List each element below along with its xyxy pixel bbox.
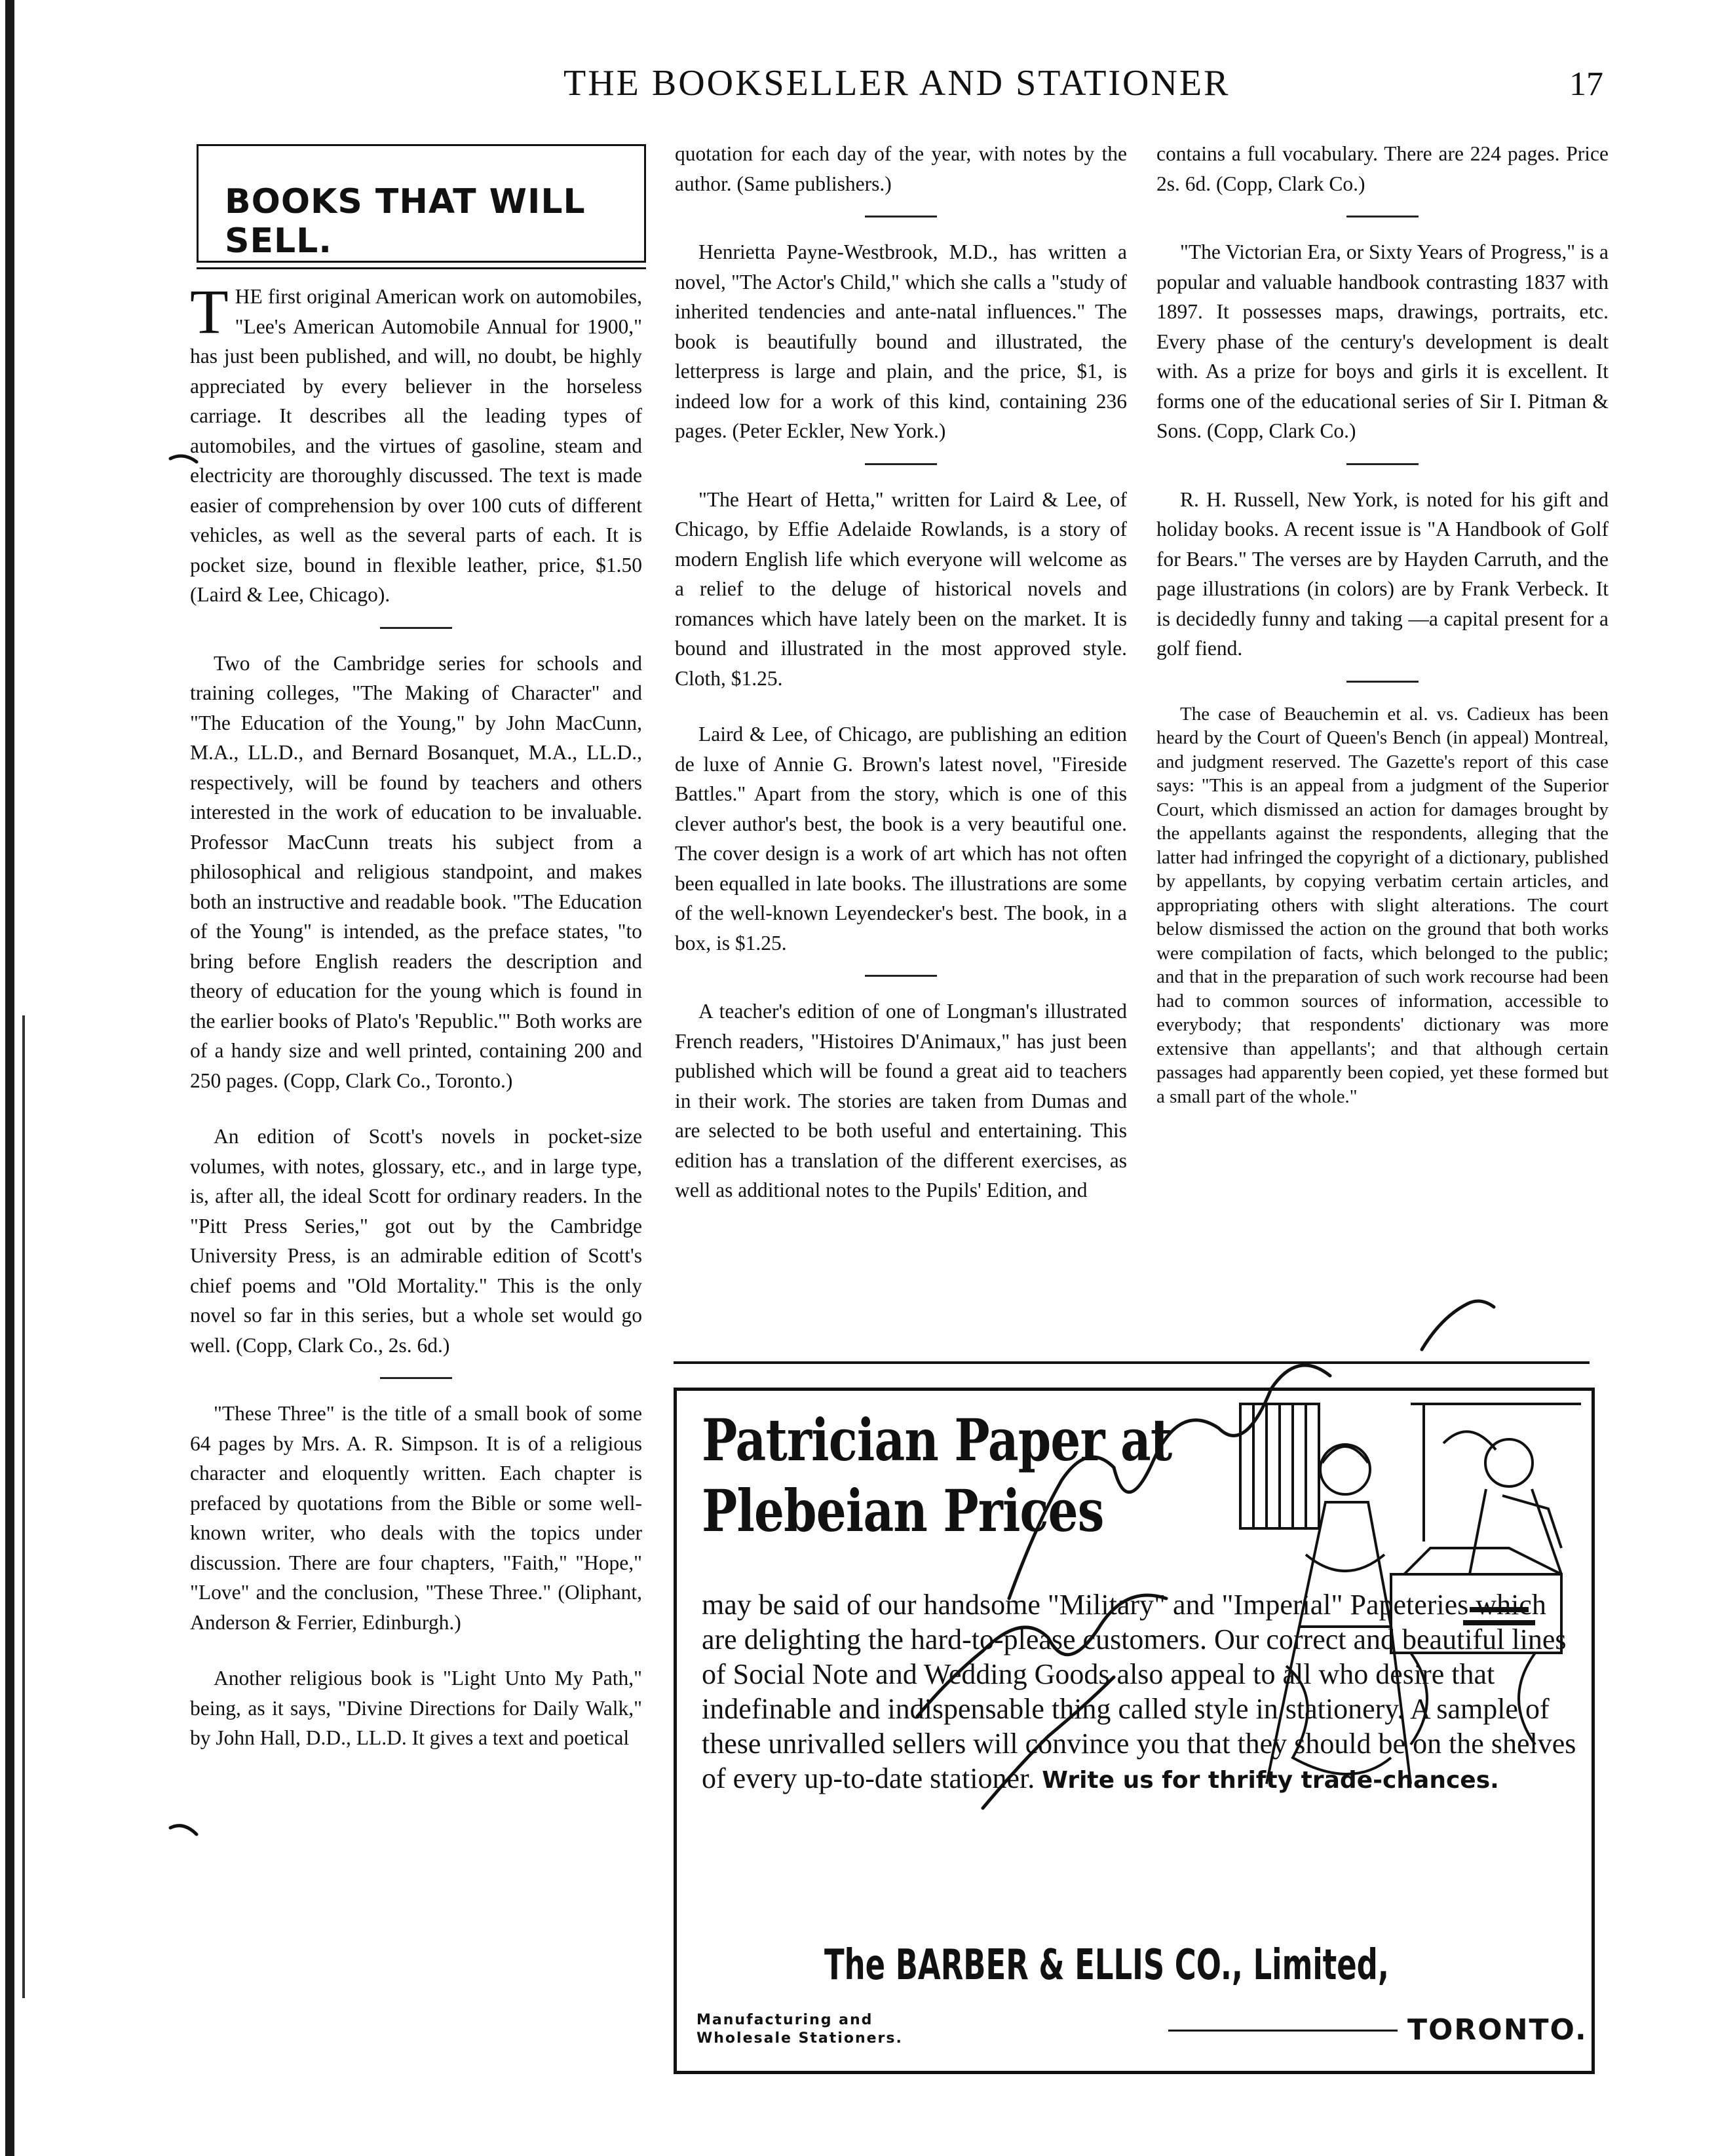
article-separator (865, 216, 937, 217)
ad-divider-rule (1168, 2030, 1398, 2032)
article-victorian-era: "The Victorian Era, or Sixty Years of Progress," is a popular and valuable handbook contrasting 1837 with 1897. It possesses maps, drawings, portraits, etc. Every phase of the century's development is dealt with. As a prize for boys and girls it is excellent. It forms one of the educational series of Sir I. Pitman & Sons. (Copp, Clark Co.) (1156, 240, 1609, 442)
ad-company-name: The BARBER & ELLIS CO., Limited, (824, 1941, 1389, 1990)
article-cambridge-series: Two of the Cambridge series for schools and training colleges, "The Making of Character" and "The Education of the Young," by John MacCunn, M.A., LL.D., and Bernard Bosanquet, M.A., LL.D., respectively, will be found by teachers and others interested in the work of education to be invaluable. Professor MacCunn treats his subject from a philosophical and religious standpoint, and makes both an instructive and readable book. "The Education of the Young" is intended, as the preface states, "to bring before English readers the description and theory of education for the young which is found in the earlier books of Plato's 'Republic.'" Both works are of a handy size and well printed, containing 200 and 250 pages. (Copp, Clark Co., Toronto.) (190, 651, 642, 1092)
ad-manufacturer-line (696, 2011, 903, 2048)
ad-headline-line-1: Patrician Paper at (702, 1406, 1172, 1474)
article-continued-vocabulary: contains a full vocabulary. There are 224 pages. Price 2s. 6d. (Copp, Clark Co.) (1156, 142, 1609, 195)
page-number: 17 (1569, 66, 1603, 103)
advertisement-top-rule (674, 1361, 1590, 1364)
scan-edge-line (22, 1015, 25, 1998)
advertisement-barber-ellis (674, 1388, 1595, 2074)
article-automobiles-text: HE first original American work on automobiles, "Lee's American Automobile Annual for 1900," has just been published, and will, no doubt, be highly appreciated by every believer in the horseless carriage. It describes all the leading types of automobiles, and the virtues of gasoline, steam and electricity are thoroughly discussed. The text is made easier of comprehension by over 100 cuts of different vehicles, as well as the several parts of each. It is pocket size, bound in flexible leather, price, $1.50 (Laird & Lee, Chicago). (190, 285, 642, 606)
article-scott-novels: An edition of Scott's novels in pocket-size volumes, with notes, glossary, etc., and in large type, is, after all, the ideal Scott for ordinary readers. In the "Pitt Press Series," got out by the Cambridge University Press, is an admirable edition of Scott's chief poems and "Old Mortality." This is the only novel so far in this series, but a whole set would go well. (Copp, Clark Co., 2s. 6d.) (190, 1125, 642, 1357)
article-separator (865, 975, 937, 977)
ad-body-copy: may be said of our handsome "Military" and "Imperial" Papeteries which are delighting the hard-to-please customers. Our correct and beautiful lines of Social Note and Wedding Goods also appeal to all who desire that indefinable and indispensable thing called style in stationery. A sample of these unrivalled sellers will convince you that they should be on the shelves of every up-to-date stationer. (702, 1589, 1576, 1794)
scan-edge-bar (5, 0, 14, 2156)
ad-body-text (702, 1587, 1580, 1798)
article-separator (1346, 463, 1419, 465)
article-automobiles (190, 276, 642, 610)
article-heart-of-hetta: "The Heart of Hetta," written for Laird & Lee, of Chicago, by Effie Adelaide Rowlands, is a story of modern English life which everyone will welcome as a relief to the deluge of historical novels and romances which have lately been on the market. It is bound and illustrated in the most approved style. Cloth, $1.25. (675, 487, 1127, 690)
ad-headline-line-2: Plebeian Prices (702, 1477, 1104, 1545)
section-title-underline (197, 267, 646, 269)
article-light-unto-my-path: Another religious book is "Light Unto My Path," being, as it says, "Divine Directions for Daily Walk," by John Hall, D.D., LL.D. It gives a text and poetical (190, 1667, 642, 1749)
article-histoires-danimaux: A teacher's edition of one of Longman's illustrated French readers, "Histoires D'Animaux," has just been published which will be found a great aid to teachers in their work. The stories are taken from Dumas and are selected to be both useful and entertaining. This edition has a translation of the different exercises, as well as additional notes to the Pupils' Edition, and (675, 1000, 1127, 1201)
section-title: BOOKS THAT WILL SELL. (225, 182, 586, 261)
article-beauchemin-case: The case of Beauchemin et al. vs. Cadieux has been heard by the Court of Queen's Bench (in appeal) Montreal, and judgment reserved. The Gazette's report of this case says: "This is an appeal from a judgment of the Superior Court, which dismissed an action for damages brought by the appellants against the respondents, alleging that the latter had infringed the copyright of a dictionary, published by appellants, by copying verbatim certain articles, and appropriating others with slight alterations. The court below dismissed the action on the ground that both works were compilation of facts, which belonged to the public; and that in the preparation of such work recourse had been had to common sources of information, accessible to everybody; that respondents' dictionary was more extensive than appellants'; and that although certain passages had apparently been copied, yet these formed but a small part of the whole." (1156, 703, 1609, 1107)
drop-cap: T (190, 276, 229, 347)
ad-city: TORONTO. (1407, 2013, 1588, 2047)
article-golf-for-bears: R. H. Russell, New York, is noted for his gift and holiday books. A recent issue is "A Handbook of Golf for Bears." The verses are by Hayden Carruth, and the page illustrations (in colors) are by Frank Verbeck. It is decidedly funny and taking —a capital present for a golf fiend. (1156, 487, 1609, 660)
article-these-three: "These Three" is the title of a small book of some 64 pages by Mrs. A. R. Simpson. It is of a religious character and eloquently written. Each chapter is prefaced by quotations from the Bible or some well-known writer, who deals with the topics under discussion. There are four chapters, "Faith," "Hope," "Love" and the conclusion, "These Three." (Oliphant, Anderson & Ferrier, Edinburgh.) (190, 1402, 642, 1634)
ad-manufacturer-line-2: Wholesale Stationers. (696, 2030, 903, 2047)
article-actors-child: Henrietta Payne-Westbrook, M.D., has written a novel, "The Actor's Child," which she calls a "study of inherited tendencies and ante-natal influences." The book is beautifully bound and illustrated, the letterpress is large and plain, and the price, $1, is indeed low for a work of this kind, containing 236 pages. (Peter Eckler, New York.) (675, 240, 1127, 442)
ad-manufacturer-line-1: Manufacturing and (696, 2012, 873, 2028)
column-1 (190, 276, 642, 1779)
article-separator (380, 1377, 452, 1379)
column-3 (1156, 139, 1609, 1135)
publication-title: THE BOOKSELLER AND STATIONER (563, 63, 1230, 104)
article-separator (1346, 681, 1419, 683)
page-header (0, 62, 1716, 115)
section-title-box (197, 144, 646, 263)
article-separator (380, 627, 452, 629)
column-2 (675, 139, 1127, 1232)
article-separator (1346, 216, 1419, 217)
article-separator (865, 463, 937, 465)
ad-call-to-action: Write us for thrifty trade-chances. (1042, 1767, 1499, 1794)
article-continued-quotation: quotation for each day of the year, with notes by the author. (Same publishers.) (675, 142, 1127, 195)
article-fireside-battles: Laird & Lee, of Chicago, are publishing an edition de luxe of Annie G. Brown's latest novel, "Fireside Battles." Apart from the story, which is one of this clever author's best, the book is a very beautiful one. The cover design is a work of art which has not often been equalled in late books. The illustrations are some of the well-known Leyendecker's best. The book, in a box, is $1.25. (675, 723, 1127, 955)
